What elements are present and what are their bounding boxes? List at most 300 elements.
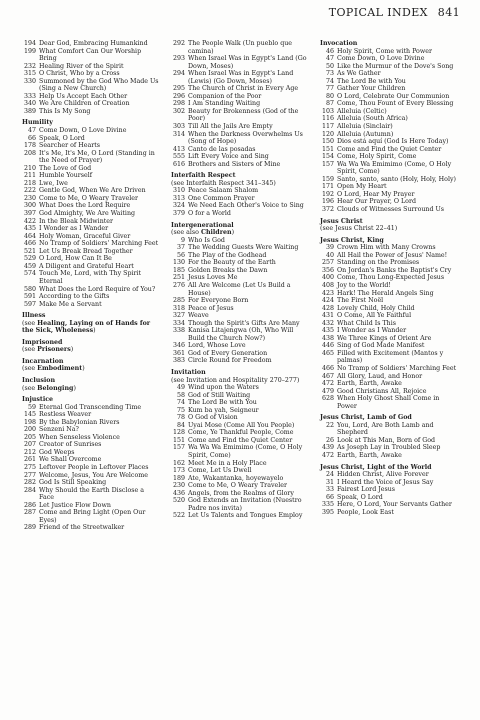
index-entry (171, 407, 309, 415)
hymn-title: God of Still Waiting (188, 391, 251, 399)
hymn-title: Filled with Excitement (Mantos y palmas) (337, 349, 444, 365)
hymn-number: 159 (321, 175, 334, 183)
hymn-number: 296 (172, 92, 185, 100)
hymn-number: 173 (172, 467, 185, 475)
hymn-title: This Is My Song (39, 107, 91, 115)
index-entry (320, 327, 458, 335)
hymn-number: 117 (321, 123, 334, 131)
index-entry (320, 55, 458, 63)
index-entry (320, 395, 458, 410)
index-entry (171, 350, 309, 358)
hymn-number: 200 (23, 426, 36, 434)
index-column-2 (171, 40, 309, 524)
hymn-title: As Joseph Lay in Troubled Sleep (337, 444, 441, 452)
hymn-number: 66 (27, 134, 36, 142)
section-heading: Imprisoned (22, 338, 63, 346)
index-entry (320, 320, 458, 328)
hymn-title: Come and Bring Light (Open Our Eyes) (39, 509, 146, 524)
index-entry (22, 100, 160, 108)
hymn-number: 439 (321, 444, 334, 452)
hymn-title: Lord, Whose Love (188, 342, 246, 350)
index-entry (171, 384, 309, 392)
index-entry (171, 482, 309, 490)
hymn-title: Senzeni Na? (39, 426, 79, 434)
hymn-title: Uyai Mose (Come All You People) (188, 421, 295, 429)
hymn-title: What Does the Lord Require of You? (39, 285, 156, 293)
hymn-title: Companion of the Poor (188, 92, 262, 100)
hymn-title: Eternal God Transcending Time (39, 403, 142, 411)
hymn-number: 157 (321, 160, 334, 168)
hymn-title: No Tramp of Soldiers' Marching Feet (39, 240, 159, 248)
hymn-number: 522 (172, 512, 185, 520)
hymn-number: 408 (321, 281, 334, 289)
hymn-number: 327 (172, 312, 185, 320)
hymn-number: 459 (23, 262, 36, 270)
hymn-number: 47 (27, 127, 36, 135)
index-entry (22, 108, 160, 116)
index-entry (22, 218, 160, 226)
hymn-title: Beauty for Brokenness (God of the Poor) (188, 107, 299, 123)
hymn-number: 413 (172, 145, 185, 153)
index-entry (320, 100, 458, 108)
index-entry (320, 290, 458, 298)
hymn-number: 521 (23, 247, 36, 255)
index-entry (320, 48, 458, 56)
hymn-number: 400 (321, 274, 334, 282)
hymn-number: 597 (23, 300, 36, 308)
hymn-number: 628 (321, 395, 334, 403)
hymn-number: 9 (180, 236, 185, 244)
hymn-title: All Are Welcome (Let Us Build a House) (188, 281, 291, 297)
hymn-title: Come, Thou Long-Expected Jesus (337, 274, 445, 282)
hymn-title: All Hail the Power of Jesus' Name! (337, 251, 448, 259)
hymn-number: 435 (321, 327, 334, 335)
hymn-number: 422 (23, 217, 36, 225)
hymn-number: 285 (172, 297, 185, 305)
index-entry (22, 187, 160, 195)
hymn-title: I Am Standing Waiting (188, 100, 261, 108)
index-section (22, 377, 160, 392)
hymn-number: 218 (23, 179, 36, 187)
section-heading: Jesus Christ, Light of the World (320, 463, 432, 471)
index-entry (171, 202, 309, 210)
hymn-number: 162 (172, 459, 185, 467)
index-section (171, 369, 309, 520)
hymn-title: Golden Breaks the Dawn (188, 266, 268, 274)
index-section (22, 339, 160, 354)
hymn-title: Kum ba yah, Seigneur (188, 406, 259, 414)
index-entry (320, 244, 458, 252)
hymn-number: 333 (23, 92, 36, 100)
hymn-title: Though the Spirit's Gifts Are Many (188, 319, 300, 327)
index-entry (320, 267, 458, 275)
index-entry (22, 172, 160, 180)
index-entry (22, 127, 160, 135)
index-entry (320, 494, 458, 502)
hymn-number: 356 (321, 266, 334, 274)
hymn-number: 286 (23, 501, 36, 509)
index-entry (22, 502, 160, 510)
index-entry (320, 335, 458, 343)
hymn-number: 222 (23, 187, 36, 195)
hymn-number: 435 (23, 225, 36, 233)
hymn-number: 466 (23, 240, 36, 248)
hymn-title: God Extends an Invitation (Nuestro Padre nos invita) (188, 497, 302, 512)
hymn-number: 432 (321, 319, 334, 327)
hymn-title: Sing of God Made Manifest (337, 342, 425, 350)
hymn-number: 26 (325, 436, 334, 444)
hymn-title: Hear Our Prayer, O Lord (337, 198, 416, 206)
hymn-number: 472 (321, 380, 334, 388)
index-section (320, 414, 458, 459)
hymn-title: God Weeps (39, 448, 75, 456)
hymn-title: Open My Heart (337, 183, 387, 191)
index-entry (171, 444, 309, 459)
index-entry (22, 411, 160, 419)
hymn-number: 310 (172, 187, 185, 195)
index-entry (171, 93, 309, 101)
section-heading: Intergenerational (171, 221, 234, 229)
hymn-number: 555 (172, 153, 185, 161)
index-entry (171, 259, 309, 267)
hymn-number: 277 (23, 471, 36, 479)
hymn-title: Who Is God (188, 236, 225, 244)
index-section (320, 464, 458, 517)
hymn-title: All Glory, Laud, and Honor (337, 372, 423, 380)
index-entry (171, 460, 309, 468)
hymn-title: What Comfort Can Our Worship Bring (39, 47, 142, 63)
hymn-title: God Is Still Speaking (39, 479, 107, 487)
hymn-number: 151 (321, 145, 334, 153)
index-entry (22, 434, 160, 442)
hymn-title: For Everyone Born (188, 297, 249, 305)
hymn-title: Come and Find the Quiet Center (337, 145, 442, 153)
hymn-number: 334 (172, 319, 185, 327)
hymn-title: Holy Woman, Graceful Giver (39, 232, 131, 240)
hymn-number: 275 (23, 463, 36, 471)
index-entry (171, 399, 309, 407)
hymn-number: 324 (172, 202, 185, 210)
hymn-number: 198 (23, 418, 36, 426)
index-entry (320, 444, 458, 452)
hymn-number: 178 (23, 142, 36, 150)
hymn-title: Lwe, Iwe (39, 179, 68, 187)
index-entry (171, 297, 309, 305)
index-entry (320, 479, 458, 487)
index-entry (320, 501, 458, 509)
hymn-title: Leftover People in Leftover Places (39, 463, 149, 471)
hymn-title: The First Noël (337, 297, 384, 305)
hymn-number: 120 (321, 130, 334, 138)
hymn-number: 428 (321, 304, 334, 312)
hymn-number: 467 (321, 372, 334, 380)
hymn-title: Like the Murmur of the Dove's Song (337, 62, 454, 70)
index-entry (320, 388, 458, 396)
hymn-number: 315 (23, 70, 36, 78)
hymn-title: Alleluia (Autumn) (337, 130, 394, 138)
index-section (320, 237, 458, 411)
hymn-title: Kanisa Litajengwa (Oh, Who Will Build the Church Now?) (188, 327, 294, 342)
index-entry (320, 176, 458, 184)
index-entry (320, 70, 458, 78)
hymn-title: What Child Is This (337, 319, 396, 327)
hymn-number: 338 (172, 327, 185, 335)
hymn-title: What Does the Lord Require (39, 202, 131, 210)
index-entry (171, 429, 309, 437)
hymn-title: Alleluia (Sinclair) (337, 123, 393, 131)
hymn-number: 574 (23, 270, 36, 278)
index-entry (171, 244, 309, 252)
index-entry (320, 471, 458, 479)
index-entry (22, 293, 160, 301)
index-entry (171, 153, 309, 161)
index-entry (22, 301, 160, 309)
hymn-title: Crown Him with Many Crowns (337, 244, 436, 252)
hymn-title: By the Babylonian Rivers (39, 418, 120, 426)
hymn-number: 157 (172, 444, 185, 452)
hymn-number: 230 (172, 482, 185, 490)
hymn-title: Lift Every Voice and Sing (188, 153, 269, 161)
hymn-number: 293 (172, 55, 185, 63)
hymn-number: 379 (172, 210, 185, 218)
index-entry (320, 437, 458, 445)
hymn-title: According to the Gifts (39, 293, 110, 301)
hymn-number: 261 (23, 456, 36, 464)
hymn-title: Joy to the World! (337, 281, 391, 289)
index-entry (22, 472, 160, 480)
index-entry (22, 40, 160, 48)
index-entry (320, 274, 458, 282)
hymn-number: 431 (321, 312, 334, 320)
index-entry (22, 441, 160, 449)
hymn-number: 591 (23, 293, 36, 301)
hymn-number: 66 (325, 493, 334, 501)
hymn-number: 207 (23, 441, 36, 449)
section-heading: Interfaith Respect (171, 172, 236, 180)
index-entry (320, 282, 458, 290)
hymn-number: 424 (321, 297, 334, 305)
hymn-title: Restless Weaver (39, 411, 92, 419)
hymn-title: The Love of God (39, 164, 92, 172)
hymn-title: When Senseless Violence (39, 433, 120, 441)
hymn-number: 212 (23, 448, 36, 456)
index-entry (320, 509, 458, 517)
index-entry (171, 70, 309, 85)
index-entry (171, 357, 309, 365)
index-entry (22, 464, 160, 472)
index-entry (171, 195, 309, 203)
hymn-title: Angels, from the Realms of Glory (188, 489, 294, 497)
index-entry (320, 312, 458, 320)
hymn-number: 211 (23, 172, 36, 180)
index-entry (320, 78, 458, 86)
hymn-title: Come to Me, O Weary Traveler (188, 482, 287, 490)
hymn-number: 37 (176, 244, 185, 252)
index-entry (171, 274, 309, 282)
index-entry (22, 233, 160, 241)
hymn-number: 50 (325, 62, 334, 70)
index-entry (320, 486, 458, 494)
index-entry (171, 320, 309, 328)
hymn-number: 340 (23, 100, 36, 108)
hymn-title: O for a World (188, 210, 231, 218)
index-section (171, 40, 309, 168)
hymn-title: Fairest Lord Jesus (337, 486, 395, 494)
hymn-title: I Wonder as I Wander (39, 225, 109, 233)
hymn-title: The Lord Be with You (337, 77, 406, 85)
index-entry (320, 191, 458, 199)
hymn-number: 616 (172, 160, 185, 168)
cross-reference-note: (see Belonging) (22, 384, 76, 392)
hymn-title: Welcome, Jesus, You Are Welcome (39, 471, 148, 479)
hymn-number: 185 (172, 266, 185, 274)
index-entry (320, 305, 458, 313)
index-entry (22, 93, 160, 101)
index-entry (171, 437, 309, 445)
index-entry (22, 180, 160, 188)
index-entry (171, 342, 309, 350)
index-entry (22, 404, 160, 412)
hymn-title: On Jordan's Banks the Baptist's Cry (337, 266, 452, 274)
hymn-number: 464 (23, 232, 36, 240)
index-entry (22, 165, 160, 173)
hymn-title: Come and Find the Quiet Center (188, 436, 293, 444)
index-entry (22, 48, 160, 63)
hymn-number: 465 (321, 349, 334, 357)
index-entry (171, 85, 309, 93)
hymn-title: Creator of Sunrises (39, 441, 102, 449)
hymn-title: Wa Wa Wa Emimimo (Come, O Holy Spirit, Come) (337, 160, 452, 176)
hymn-title: Help Us Accept Each Other (39, 92, 128, 100)
hymn-number: 78 (176, 414, 185, 422)
index-entry (320, 452, 458, 460)
hymn-title: I Wonder as I Wander (337, 327, 407, 335)
index-entry (320, 365, 458, 373)
index-entry (320, 259, 458, 267)
index-entry (22, 263, 160, 271)
section-heading: Jesus Christ, King (320, 236, 384, 244)
hymn-number: 194 (23, 40, 36, 47)
hymn-title: Let Us Break Bread Together (39, 247, 133, 255)
index-entry (320, 123, 458, 131)
hymn-title: Come, Ye Thankful People, Come (188, 429, 294, 437)
hymn-number: 472 (321, 451, 334, 459)
hymn-title: God of Every Generation (188, 349, 268, 357)
hymn-title: Searcher of Hearts (39, 142, 100, 150)
hymn-title: Humble Yourself (39, 172, 93, 180)
hymn-title: Speak, O Lord (39, 134, 85, 142)
index-entry (22, 426, 160, 434)
index-entry (320, 85, 458, 93)
index-entry (22, 142, 160, 150)
index-section (320, 218, 458, 233)
hymn-title: Alleluia (South Africa) (337, 115, 408, 123)
index-entry (22, 78, 160, 93)
hymn-title: The Wedding Guests Were Waiting (188, 244, 299, 252)
index-section (171, 222, 309, 365)
hymn-number: 130 (172, 259, 185, 267)
cross-reference-note: (see Interfaith Respect 341–345) (171, 179, 276, 187)
index-section (22, 119, 160, 308)
hymn-number: 230 (23, 194, 36, 202)
hymn-title: Here, O Lord, Your Servants Gather (337, 501, 452, 509)
page-header (329, 6, 460, 19)
hymn-number: 39 (325, 244, 334, 252)
hymn-number: 210 (23, 164, 36, 172)
cross-reference-note: (see also Children) (171, 229, 235, 237)
hymn-title: Hidden Christ, Alive Forever (337, 471, 429, 479)
hymn-number: 154 (321, 153, 334, 161)
index-entry (171, 187, 309, 195)
hymn-number: 257 (321, 259, 334, 267)
index-entry (22, 248, 160, 256)
index-entry (171, 490, 309, 498)
index-entry (320, 252, 458, 260)
hymn-number: 84 (176, 421, 185, 429)
hymn-number: 303 (172, 123, 185, 131)
index-entry (171, 497, 309, 512)
hymn-number: 49 (176, 384, 185, 392)
index-entry (320, 108, 458, 116)
hymn-number: 346 (172, 342, 185, 350)
hymn-title: The Play of the Godhead (188, 251, 267, 259)
hymn-title: Peace of Jesus (188, 304, 234, 312)
hymn-title: When Israel Was in Egypt's Land (Go Down, Moses) (188, 55, 307, 70)
hymn-title: Earth, Earth, Awake (337, 380, 402, 388)
hymn-title: Jesus Loves Me (188, 274, 238, 282)
index-entry (320, 93, 458, 101)
hymn-title: Come, Let Us Dwell (188, 467, 252, 475)
hymn-number: 446 (321, 342, 334, 350)
hymn-number: 59 (27, 403, 36, 411)
hymn-title: Gentle God, When We Are Driven (39, 187, 146, 195)
index-entry (171, 55, 309, 70)
hymn-title: Look at This Man, Born of God (337, 436, 436, 444)
hymn-title: Weave (188, 312, 209, 320)
hymn-title: O Lord, Celebrate Our Communion (337, 92, 450, 100)
index-title: TOPICAL INDEX (328, 6, 428, 19)
index-entry (320, 131, 458, 139)
index-entry (320, 380, 458, 388)
hymn-title: Standing on the Promises (337, 259, 420, 267)
index-entry (171, 414, 309, 422)
index-entry (22, 63, 160, 71)
index-entry (320, 206, 458, 214)
section-heading: Injustice (22, 396, 54, 404)
hymn-title: Meet Me in a Holy Place (188, 459, 267, 467)
index-entry (22, 255, 160, 263)
hymn-number: 116 (321, 115, 334, 123)
index-entry (22, 509, 160, 524)
hymn-title: Let Justice Flow Down (39, 501, 111, 509)
hymn-number: 208 (23, 149, 36, 157)
hymn-number: 276 (172, 281, 185, 289)
hymn-title: God Almighty, We Are Waiting (39, 210, 136, 218)
hymn-number: 171 (321, 183, 334, 191)
hymn-title: It's Me, It's Me, O Lord (Standing in the Need of Prayer) (39, 149, 155, 165)
hymn-number: 314 (172, 130, 185, 138)
hymn-title: Brothers and Sisters of Mine (188, 160, 281, 168)
hymn-title: The People Walk (Un pueblo que camina) (188, 40, 293, 55)
section-heading: Invitation (171, 368, 206, 376)
hymn-number: 313 (172, 194, 185, 202)
hymn-title: People, Look East (337, 508, 394, 516)
hymn-number: 466 (321, 364, 334, 372)
hymn-title: Ate, Wakantanka, hoyewayelo (188, 474, 284, 482)
cross-reference-note: (see Invitation and Hospitality 270–277) (171, 376, 300, 384)
hymn-number: 295 (172, 85, 185, 93)
section-heading: Humility (22, 119, 53, 127)
